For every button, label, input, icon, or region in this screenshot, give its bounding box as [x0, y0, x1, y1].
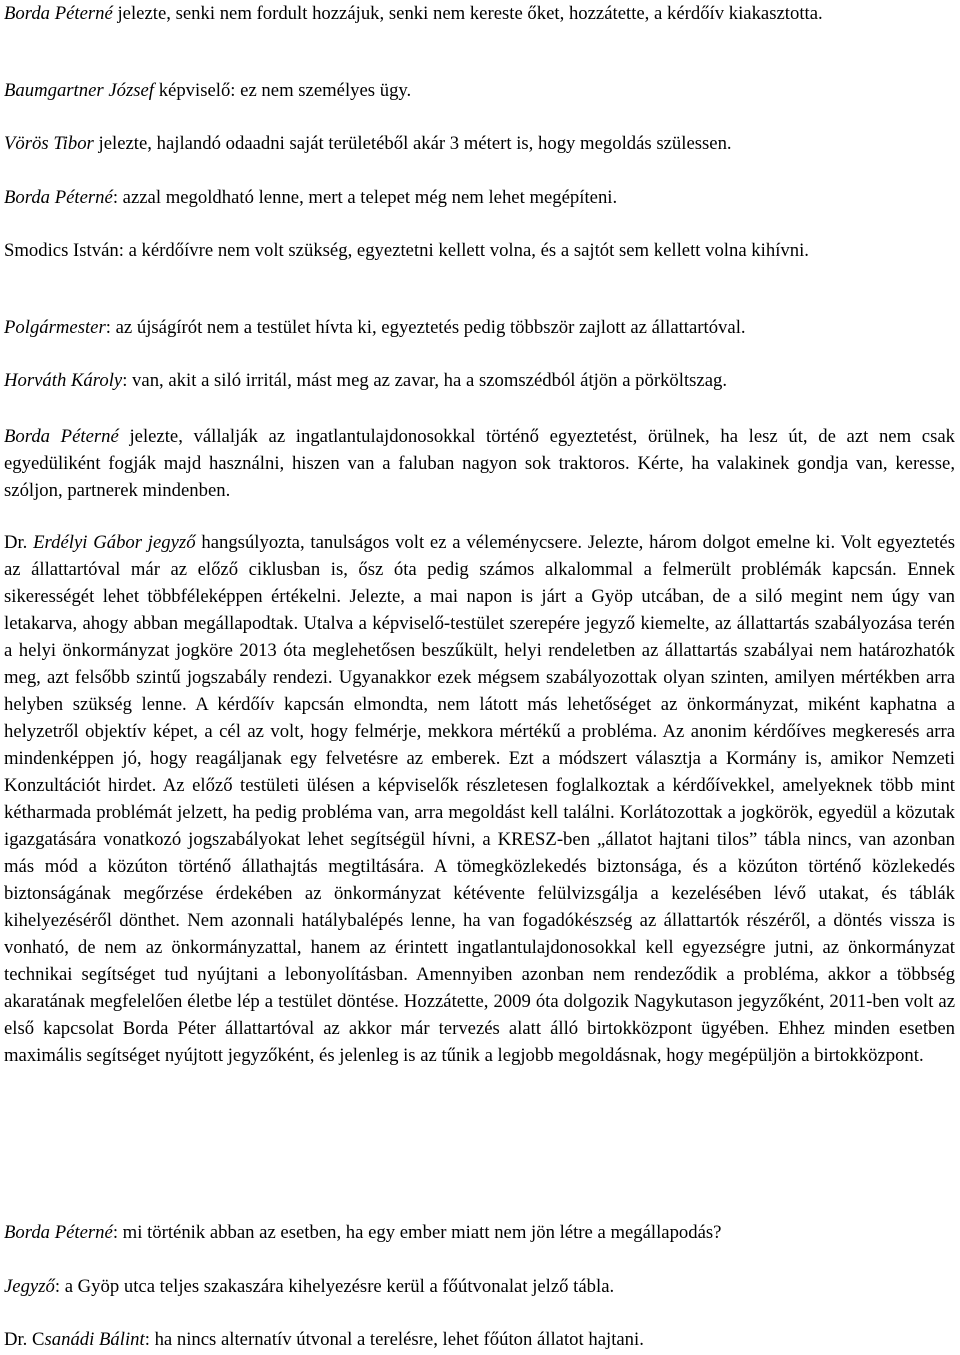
paragraph [4, 237, 955, 264]
paragraph [4, 1273, 955, 1300]
paragraph-text: : mi történik abban az esetben, ha egy ember miatt nem jön létre a megállapodás? [112, 1222, 722, 1243]
speaker-name: Borda Péterné [4, 187, 113, 208]
paragraph [4, 0, 955, 27]
speaker-prefix: Dr. C [4, 1329, 45, 1350]
paragraph [4, 529, 955, 1069]
speaker-name: Borda Péterné [4, 1222, 113, 1243]
paragraph [4, 184, 955, 211]
paragraph [4, 1219, 955, 1246]
speaker-name: Horváth Károly [4, 370, 123, 391]
paragraph [4, 1326, 955, 1353]
paragraph-text: jelezte, senki nem fordult hozzájuk, senki nem kereste őket, hozzátette, a kérdőív kiakasztotta. [112, 3, 823, 24]
paragraph-text: : az újságírót nem a testület hívta ki, egyeztetés pedig többször zajlott az állattartóval. [105, 317, 746, 338]
paragraph-text: hangsúlyozta, tanulságos volt ez a véleménycsere. Jelezte, három dolgot emelne ki. Volt egyeztetés az állattartóval már az előző ciklusban is, ősz óta pedig számos alkalommal a felmerült problémák kapcsán. Ennek sikerességét lehet többféleképpen értékelni. Jelezte, a mai napon is járt a Gyöp utcában, de a siló megint nem úgy van letakarva, ahogy abban megállapodtak. Utalva a képviselő-testület szerepére jegyző kiemelte, az állattartás szabályozása terén a helyi önkormányzat jogköre 2013 óta meglehetősen beszűkült, helyi rendeletben az állattartás szabályai nem határozhatók meg, azt felsőbb szintű jogszabály rendezi. Ugyanakkor ezek mégsem szabályozottak olyan szinten, amilyen mértékben arra helyben szükség lenne. A kérdőív kapcsán elmondta, nem látott más lehetőséget az önkormányzat, miként kaphatna a helyzetről objektív képet, a cél az volt, hogy felmérje, mekkora mértékű a probléma. Az anonim kérdőíves megkeresés arra mindenképpen jó, hogy reagáljanak egy felvetésre az emberek. Ezt a módszert választja a Kormány is, amikor Nemzeti Konzultációt hirdet. Az előző testületi ülésen a képviselők részletesen foglalkoztak a kérdőívekkel, amelyeknek több mint kétharmada problémát jelzett, ha pedig probléma van, arra megoldást kell találni. Korlátozottak a jogkörök, egyedül a közutak igazgatására vonatkozó jogszabályokat lehet segítségül hívni, a KRESZ-ben „állatot hajtani tilos” tábla nincs, van azonban más mód a közúton történő állathajtás megtiltására. A tömegközlekedés biztonsága, és a közúton történő közlekedés biztonságának megőrzése érdekében az önkormányzat kétévente felülvizsgálja a kezelésében lévő utakat, és táblák kihelyezéséről dönthet. Nem azonnali hatálybalépés lenne, ha van fogadókészség az állattartók részéről, a döntés vissza is vonható, de nem az önkormányzattal, hanem az érintett ingatlantulajdonosokkal kell egyezségre jutni, az önkormányzat technikai segítséget tud nyújtani a lebonyolításban. Amennyiben azonban nem rendeződik a probléma, akkor a többség akaratának megfelelően életbe lép a testület döntése. Hozzátette, 2009 óta dolgozik Nagykutason jegyzőként, 2011-ben volt az első kapcsolat Borda Péter állattartóval az akkor már tervezés alatt álló birtokközpont ügyében. Ehhez minden esetben maximális segítséget nyújtott jegyzőként, és jelenleg is az tűnik a legjobb megoldásnak, hogy megépüljön a birtokközpont. [4, 532, 955, 1066]
paragraph [4, 367, 955, 394]
paragraph [4, 423, 955, 504]
paragraph [4, 130, 955, 157]
paragraph-text: : ha nincs alternatív útvonal a terelésre, lehet főúton állatot hajtani. [144, 1329, 644, 1350]
paragraph-text: : azzal megoldható lenne, mert a telepet még nem lehet megépíteni. [112, 187, 618, 208]
speaker-name: Jegyző [4, 1276, 55, 1297]
paragraph-text: : van, akit a siló irritál, mást meg az zavar, ha a szomszédból átjön a pörköltszag. [122, 370, 728, 391]
paragraph [4, 77, 955, 104]
paragraph-text: Smodics István: a kérdőívre nem volt szükség, egyeztetni kellett volna, és a sajtót sem kellett volna kihívni. [4, 240, 809, 261]
paragraph [4, 314, 955, 341]
paragraph-text: képviselő: ez nem személyes ügy. [154, 80, 412, 101]
speaker-name: Baumgartner József [4, 80, 155, 101]
paragraph-text: jelezte, vállalják az ingatlantulajdonosokkal történő egyeztetést, örülnek, ha lesz út, de azt nem csak egyedüliként fogják majd használni, hiszen van a faluban nagyon sok traktoros. Kérte, ha valakinek gondja van, keresse, szóljon, partnerek mindenben. [4, 426, 955, 501]
speaker-name: Polgármester [4, 317, 106, 338]
speaker-name: Borda Péterné [4, 426, 119, 447]
paragraph-text: jelezte, hajlandó odaadni saját területéből akár 3 métert is, hogy megoldás szülessen. [93, 133, 732, 154]
speaker-name: sanádi Bálint [44, 1329, 145, 1350]
speaker-name: Erdélyi Gábor jegyző [33, 532, 196, 553]
speaker-prefix: Dr. [4, 532, 34, 553]
speaker-name: Vörös Tibor [4, 133, 94, 154]
paragraph-text: : a Gyöp utca teljes szakaszára kihelyezésre kerül a főútvonalat jelző tábla. [54, 1276, 615, 1297]
speaker-name: Borda Péterné [4, 3, 113, 24]
